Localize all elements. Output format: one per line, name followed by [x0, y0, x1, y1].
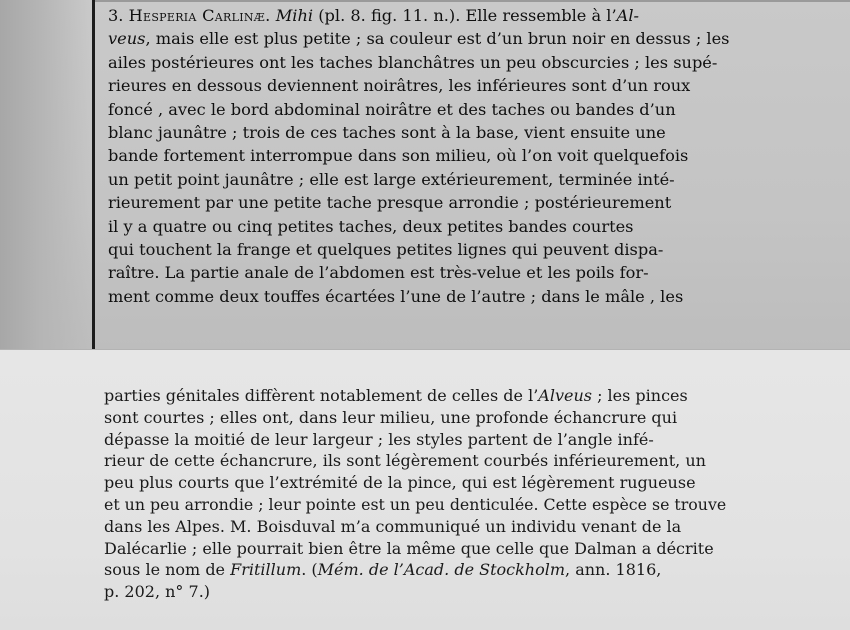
small-caps-heading: Hesperia Carlinæ. — [128, 6, 271, 25]
text-segment: il y a quatre ou cinq petites taches, deux petites bandes courtes — [108, 216, 634, 236]
text-segment: blanc jaunâtre ; trois de ces taches sont à la base, vient ensuite une — [108, 122, 666, 142]
text-segment: bande fortement interrompue dans son milieu, où l’on voit quelquefois — [108, 146, 689, 166]
text-line — [108, 4, 758, 27]
text-line — [108, 238, 758, 261]
text-segment: qui touchent la frange et quelques petites lignes qui peuvent dispa- — [108, 239, 664, 259]
page-edge-rule — [92, 0, 95, 350]
text-segment: (pl. 8. fig. 11. n.). Elle ressemble à l’ — [313, 6, 617, 25]
binding-shadow — [0, 0, 90, 350]
italic-text: Mihi — [275, 6, 314, 25]
italic-text: Al- — [616, 6, 639, 25]
text-line — [104, 538, 724, 560]
text-segment: 3. — [108, 6, 129, 25]
text-segment: , ann. 1816, — [565, 560, 662, 580]
text-segment: peu plus courts que l’extrémité de la pince, qui est légèrement rugueuse — [104, 473, 696, 493]
text-segment: foncé , avec le bord abdominal noirâtre et des taches ou bandes d’un — [108, 99, 676, 119]
text-line — [104, 407, 724, 429]
text-segment: ment comme deux touffes écartées l’une de l’autre ; dans le mâle , les — [108, 286, 684, 306]
text-line — [108, 51, 758, 74]
text-segment: un petit point jaunâtre ; elle est large extérieurement, terminée inté- — [108, 169, 675, 189]
text-segment: sous le nom de — [104, 560, 231, 580]
italic-text: Mém. de l’Acad. de Stockholm — [317, 560, 566, 580]
text-segment: dépasse la moitié de leur largeur ; les styles partent de l’angle infé- — [104, 429, 654, 449]
text-line — [108, 191, 758, 214]
text-line — [108, 144, 758, 167]
text-segment: raître. La partie anale de l’abdomen est très-velue et les poils for- — [108, 263, 649, 283]
text-line — [104, 472, 724, 494]
text-line — [108, 168, 758, 191]
text-line — [104, 450, 724, 472]
text-segment: Dalécarlie ; elle pourrait bien être la même que celle que Dalman a décrite — [104, 538, 714, 558]
text-line — [104, 429, 724, 451]
text-line — [104, 385, 724, 407]
text-line — [108, 74, 758, 97]
text-line — [108, 27, 758, 50]
text-line — [104, 581, 724, 603]
text-line — [108, 98, 758, 121]
text-segment: rieurement par une petite tache presque arrondie ; postérieurement — [108, 193, 672, 213]
text-segment: , mais elle est plus petite ; sa couleur est d’un brun noir en dessus ; les — [145, 29, 730, 49]
page-top-edge — [95, 0, 850, 2]
text-segment: p. 202, n° 7.) — [104, 582, 211, 602]
italic-text: veus — [108, 29, 146, 49]
text-segment: ; les pinces — [591, 386, 688, 405]
text-segment: parties génitales diffèrent notablement de celles de l’ — [104, 386, 539, 405]
bottom-page-paragraph — [104, 385, 727, 603]
text-line — [108, 121, 758, 144]
text-line — [104, 559, 724, 581]
top-page-paragraph — [108, 4, 758, 308]
text-segment: ailes postérieures ont les taches blanchâtres un peu obscurcies ; les supé- — [108, 52, 718, 72]
text-segment: dans les Alpes. M. Boisduval m’a communiqué un individu venant de la — [104, 516, 682, 536]
text-segment: rieur de cette échancrure, ils sont légèrement courbés inférieurement, un — [104, 451, 706, 471]
text-segment: sont courtes ; elles ont, dans leur milieu, une profonde échancrure qui — [104, 407, 678, 427]
text-line — [108, 285, 758, 308]
text-line — [108, 261, 758, 284]
text-segment: et un peu arrondie ; leur pointe est un peu denticulée. Cette espèce se trouve — [104, 494, 727, 514]
text-segment: . ( — [301, 560, 318, 580]
text-segment: rieures en dessous deviennent noirâtres, les inférieures sont d’un roux — [108, 76, 691, 96]
text-line — [108, 215, 758, 238]
text-line — [104, 516, 724, 538]
italic-text: Alveus — [538, 386, 592, 405]
text-line — [104, 494, 727, 516]
italic-text: Fritillum — [230, 560, 302, 580]
scan-bottom-page — [0, 350, 850, 630]
